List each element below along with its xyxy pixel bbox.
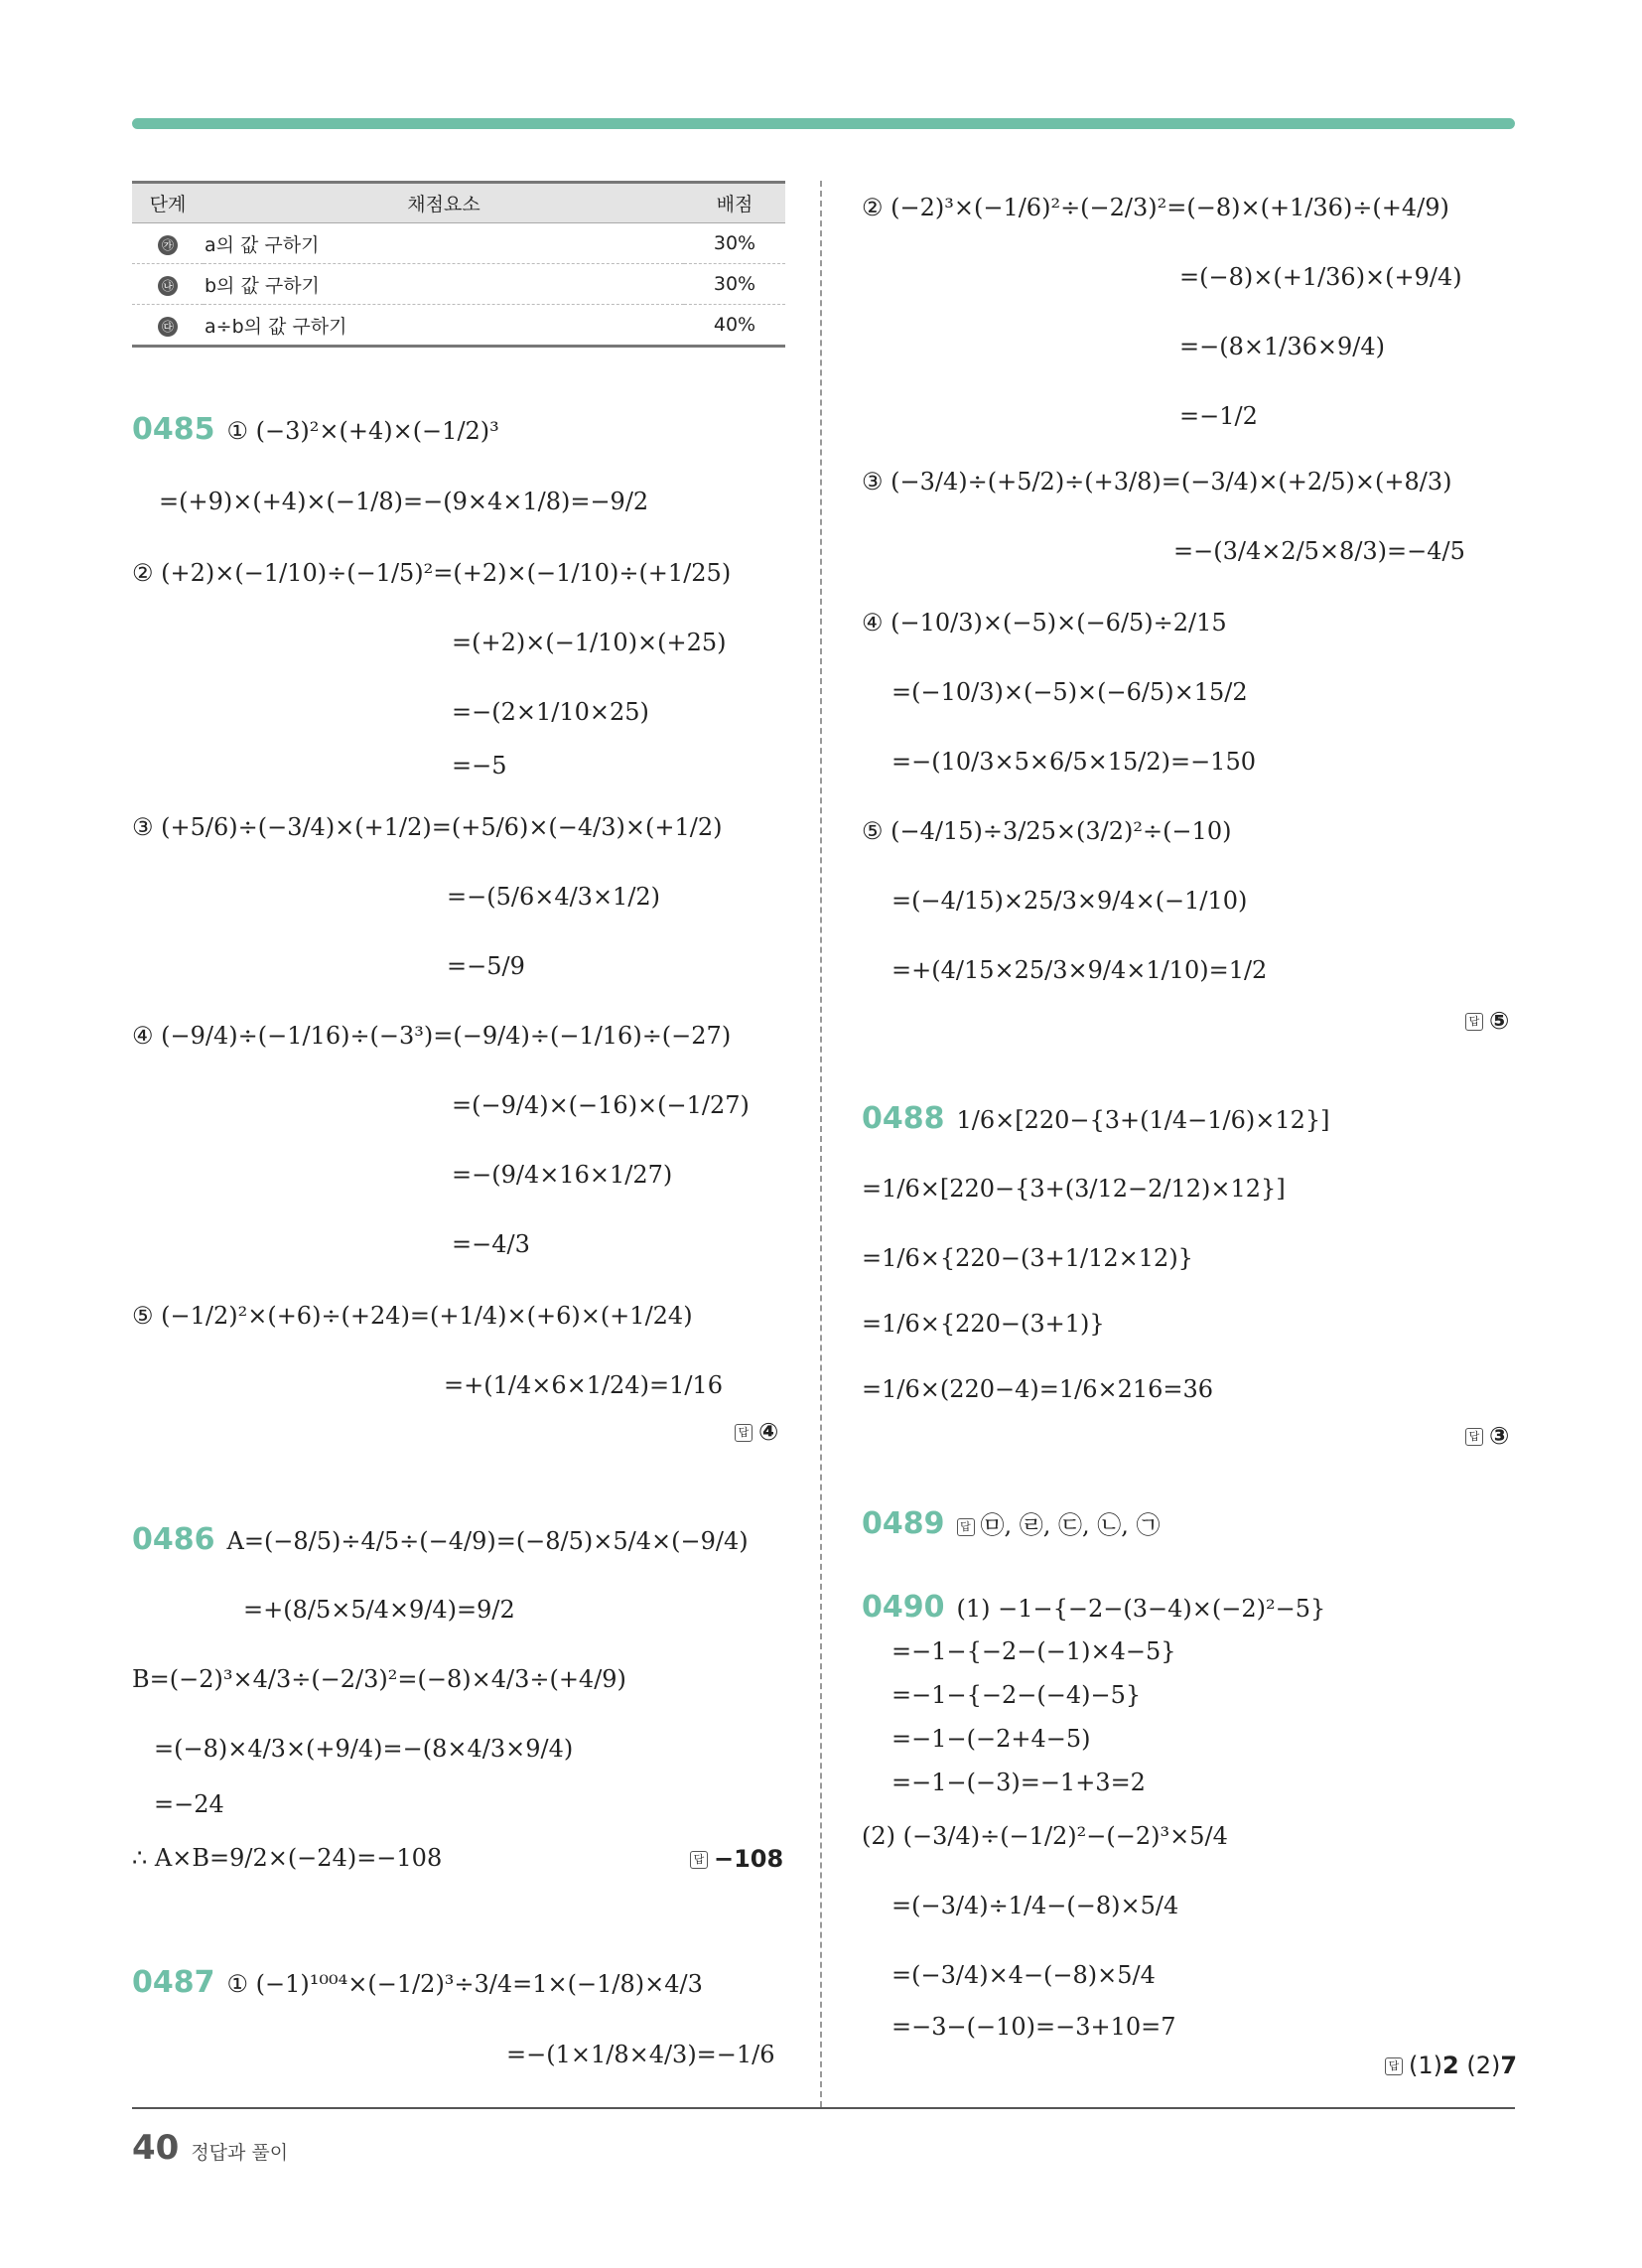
header-step: 단계 (132, 183, 204, 223)
solution-line: =−(8×1/36×9/4) (1179, 333, 1385, 360)
answer-box-icon: 답 (735, 1424, 753, 1442)
step-mark: ㉯ (158, 276, 178, 296)
solution-line: 0488 1/6×[220−{3+(1/4−1/6)×12}] (862, 1101, 1330, 1136)
solution-line: =(−8)×(+1/36)×(+9/4) (1179, 263, 1462, 291)
answer: 답 ③ (1465, 1422, 1509, 1450)
solution-line: ④ (−9/4)÷(−1/16)÷(−3³)=(−9/4)÷(−1/16)÷(−27) (132, 1022, 732, 1050)
problem-number: 0488 (862, 1101, 945, 1136)
solution-line: =−(10/3×5×6/5×15/2)=−150 (891, 748, 1256, 776)
solution-line: =(+2)×(−1/10)×(+25) (452, 629, 727, 656)
answer-box-icon: 답 (1385, 2057, 1403, 2075)
problem-number: 0485 (132, 412, 215, 447)
header-item: 채점요소 (204, 183, 684, 223)
solution-line: =−1−{−2−(−4)−5} (891, 1681, 1142, 1709)
solution-line: =−1−(−2+4−5) (891, 1725, 1091, 1753)
solution-line: 0485 ① (−3)²×(+4)×(−1/2)³ (132, 412, 499, 447)
solution-line: =−1−{−2−(−1)×4−5} (891, 1637, 1176, 1665)
problem-number: 0487 (132, 1965, 215, 2000)
solution-line: =−4/3 (452, 1230, 530, 1258)
answer-box-icon: 답 (1465, 1428, 1483, 1446)
solution-line: =+(8/5×5/4×9/4)=9/2 (243, 1596, 515, 1624)
solution-line: =(−4/15)×25/3×9/4×(−1/10) (891, 887, 1248, 915)
scoring-table-header (132, 183, 785, 223)
column-divider (820, 181, 822, 2107)
page-label: 정답과 풀이 (191, 2142, 289, 2164)
solution-line: =(−3/4)÷1/4−(−8)×5/4 (891, 1892, 1179, 1919)
solution-line: =(−3/4)×4−(−8)×5/4 (891, 1961, 1156, 1989)
solution-line: 0487 ① (−1)¹⁰⁰⁴×(−1/2)³÷3/4=1×(−1/8)×4/3 (132, 1965, 703, 2000)
score-item: b의 값 구하기 (204, 264, 684, 305)
solution-line: =(−9/4)×(−16)×(−1/27) (452, 1091, 750, 1119)
problem-number: 0486 (132, 1522, 215, 1557)
solution-line: ④ (−10/3)×(−5)×(−6/5)÷2/15 (862, 609, 1227, 637)
solution-line: =(−8)×4/3×(+9/4)=−(8×4/3×9/4) (154, 1735, 574, 1763)
solution-line: ③ (−3/4)÷(+5/2)÷(+3/8)=(−3/4)×(+2/5)×(+8/3) (862, 468, 1452, 496)
solution-line: ∴ A×B=9/2×(−24)=−108 (132, 1844, 443, 1872)
answer-box-icon: 답 (690, 1851, 708, 1869)
solution-line: =−3−(−10)=−3+10=7 (891, 2013, 1176, 2041)
solution-line: =−(5/6×4/3×1/2) (447, 883, 661, 911)
solution-line: B=(−2)³×4/3÷(−2/3)²=(−8)×4/3÷(+4/9) (132, 1665, 626, 1693)
solution-line: =−1/2 (1179, 402, 1258, 430)
solution-line: =1/6×{220−(3+1)} (862, 1310, 1105, 1338)
answer: 답 ④ (735, 1418, 778, 1446)
footer-rule (132, 2107, 1515, 2109)
solution-line: =−(3/4×2/5×8/3)=−4/5 (1173, 537, 1465, 565)
score-points: 30% (684, 264, 785, 305)
score-points: 40% (684, 305, 785, 347)
solution-line: =1/6×(220−4)=1/6×216=36 (862, 1375, 1214, 1403)
header-points: 배점 (684, 183, 785, 223)
answer: 답 (1)2 (2)7 (1385, 2052, 1517, 2079)
page-number: 40 (132, 2128, 180, 2168)
score-item: a의 값 구하기 (204, 223, 684, 264)
problem-number: 0489 (862, 1506, 945, 1541)
score-item: a÷b의 값 구하기 (204, 305, 684, 347)
solution-line: ③ (+5/6)÷(−3/4)×(+1/2)=(+5/6)×(−4/3)×(+1/2) (132, 813, 723, 841)
solution-line: =+(1/4×6×1/24)=1/16 (444, 1371, 723, 1399)
solution-line: ⑤ (−1/2)²×(+6)÷(+24)=(+1/4)×(+6)×(+1/24) (132, 1302, 693, 1330)
solution-line: =−(9/4×16×1/27) (452, 1161, 673, 1189)
solution-line (862, 1506, 1161, 1541)
solution-line: =+(4/15×25/3×9/4×1/10)=1/2 (891, 956, 1268, 984)
solution-line: ⑤ (−4/15)÷3/25×(3/2)²÷(−10) (862, 817, 1232, 845)
solution-line: =−5/9 (447, 952, 525, 980)
answer: 답 −108 (690, 1845, 783, 1873)
solution-line: 0486 A=(−8/5)÷4/5÷(−4/9)=(−8/5)×5/4×(−9/4) (132, 1522, 749, 1557)
answer: 답 ⑤ (1465, 1007, 1509, 1035)
table-row (132, 264, 785, 305)
step-mark: ㉮ (158, 235, 178, 255)
solution-line: =(+9)×(+4)×(−1/8)=−(9×4×1/8)=−9/2 (159, 488, 649, 515)
solution-line: =−(2×1/10×25) (452, 698, 649, 726)
step-mark: ㉰ (158, 317, 178, 337)
page-footer (132, 2128, 288, 2168)
solution-line: =−(1×1/8×4/3)=−1/6 (506, 2041, 775, 2068)
solution-line: (2) (−3/4)÷(−1/2)²−(−2)³×5/4 (862, 1822, 1228, 1850)
solution-line: =−5 (452, 752, 507, 780)
scoring-table (132, 181, 785, 348)
solution-line: ② (+2)×(−1/10)÷(−1/5)²=(+2)×(−1/10)÷(+1/25) (132, 559, 732, 587)
answer: ㉤, ㉣, ㉢, ㉡, ㉠ (980, 1511, 1161, 1539)
solution-line: =−1−(−3)=−1+3=2 (891, 1769, 1146, 1796)
answer-box-icon: 답 (1465, 1013, 1483, 1031)
solution-line: ② (−2)³×(−1/6)²÷(−2/3)²=(−8)×(+1/36)÷(+4/9) (862, 194, 1449, 221)
answer-box-icon: 답 (957, 1518, 975, 1536)
table-row (132, 305, 785, 347)
solution-line: =(−10/3)×(−5)×(−6/5)×15/2 (891, 678, 1248, 706)
solution-line: =1/6×[220−{3+(3/12−2/12)×12}] (862, 1175, 1286, 1203)
solution-line: 0490 (1) −1−{−2−(3−4)×(−2)²−5} (862, 1590, 1326, 1625)
solution-line: =−24 (154, 1790, 224, 1818)
score-points: 30% (684, 223, 785, 264)
top-accent-bar (132, 118, 1515, 129)
problem-number: 0490 (862, 1590, 945, 1625)
table-row (132, 223, 785, 264)
solution-line: =1/6×{220−(3+1/12×12)} (862, 1244, 1193, 1272)
